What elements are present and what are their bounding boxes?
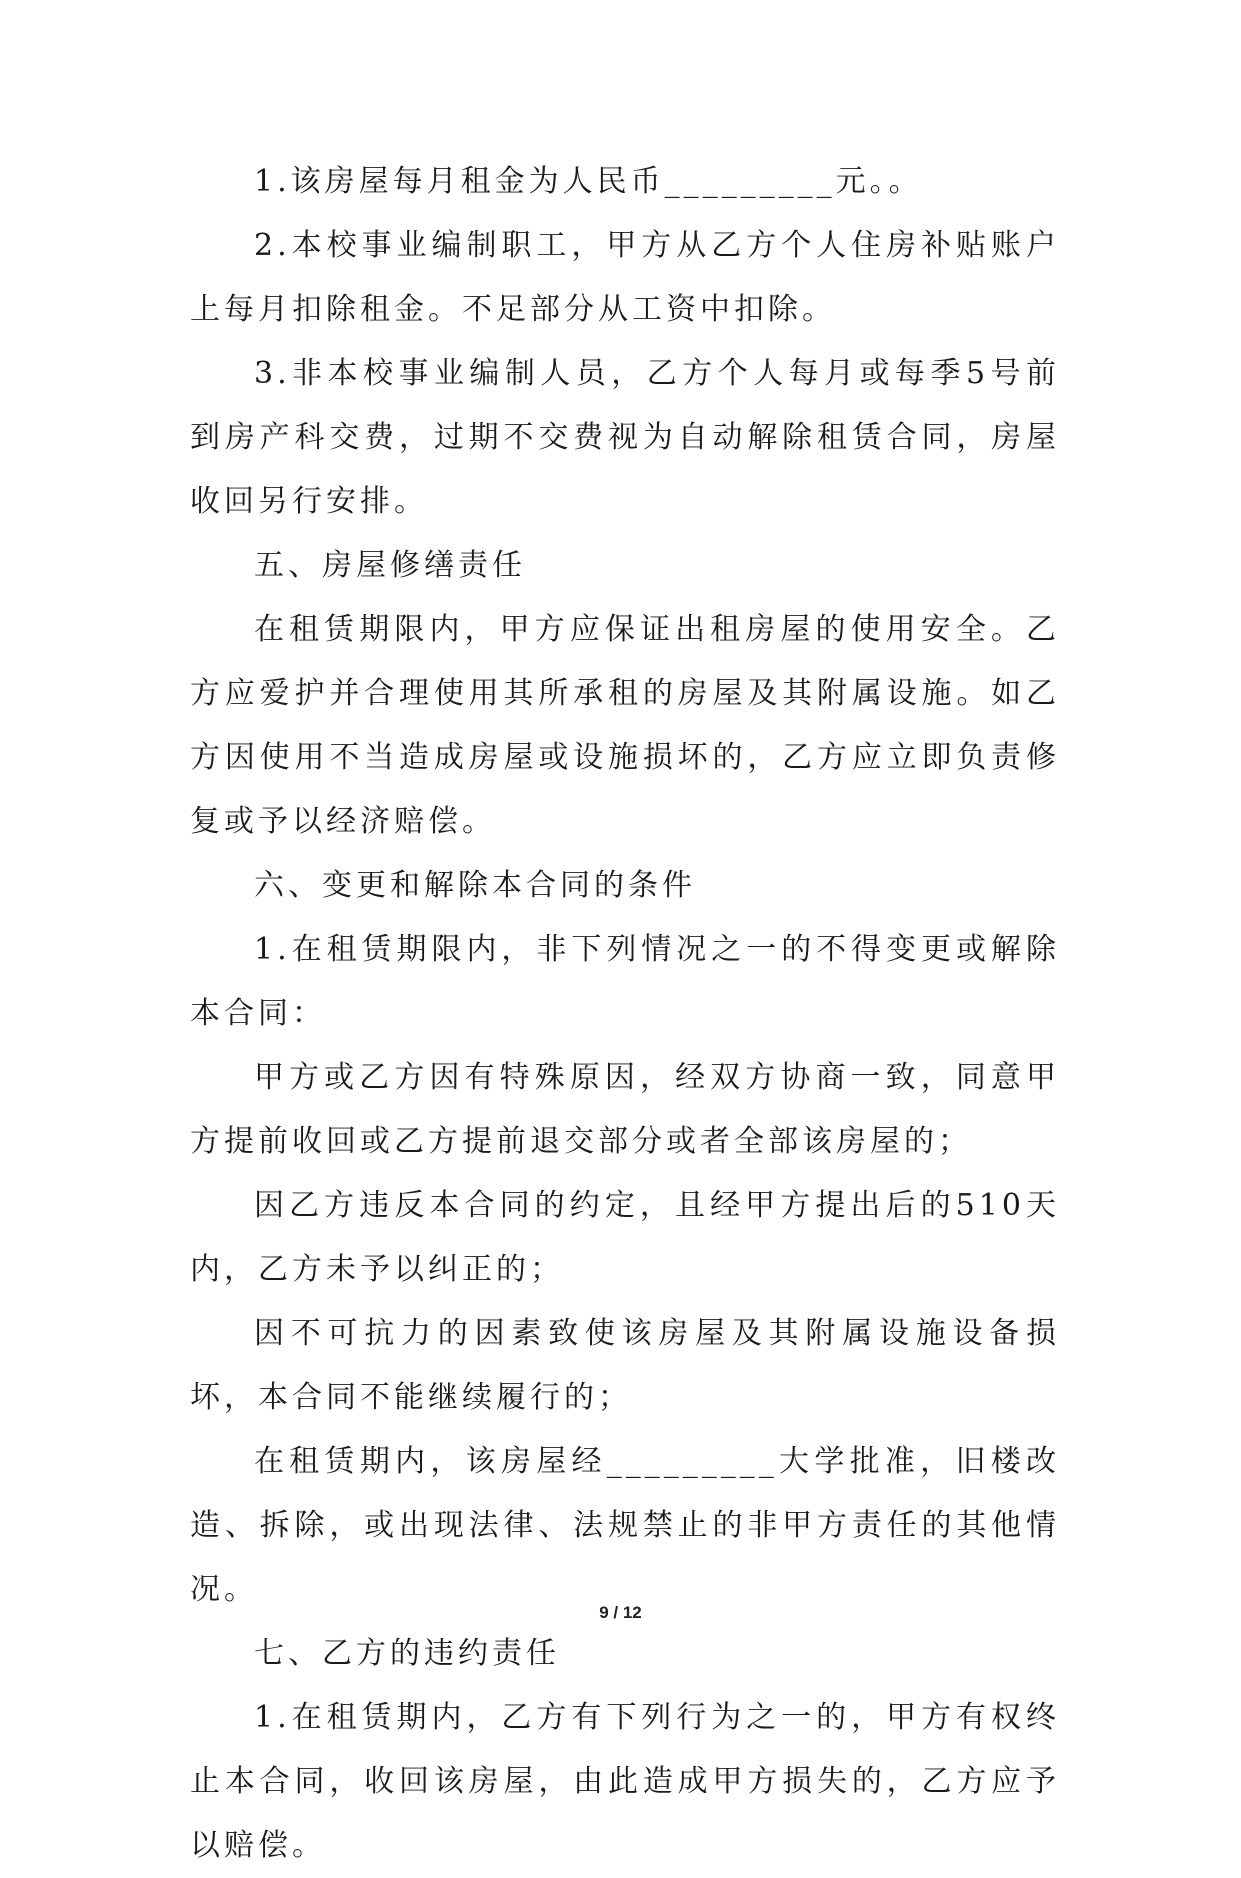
section-seven-heading: 七、乙方的违约责任: [254, 1636, 560, 1671]
condition-renovation-paragraph: 在租赁期内，该房屋经_________大学批准，旧楼改造、拆除，或出现法律、法规禁止的非甲方责任的其他情况。: [190, 1444, 1060, 1607]
page-number: 9 / 12: [599, 1603, 642, 1622]
condition-force-majeure-paragraph: 因不可抗力的因素致使该房屋及其附属设施设备损坏，本合同不能继续履行的；: [190, 1316, 1060, 1415]
tenant-breach-paragraph: 1.在租赁期内，乙方有下列行为之一的，甲方有权终止本合同，收回该房屋，由此造成甲方损失的，乙方应予以赔偿。: [190, 1700, 1060, 1863]
rent-amount-paragraph: 1.该房屋每月租金为人民币_________元。。: [254, 164, 923, 199]
non-staff-payment-paragraph: 3.非本校事业编制人员，乙方个人每月或每季5号前到房产科交费，过期不交费视为自动解除租赁合同，房屋收回另行安排。: [190, 356, 1060, 519]
condition-breach-paragraph: 因乙方违反本合同的约定，且经甲方提出后的510天内，乙方未予以纠正的；: [190, 1188, 1060, 1287]
condition-mutual-agreement-paragraph: 甲方或乙方因有特殊原因，经双方协商一致，同意甲方提前收回或乙方提前退交部分或者全部该房屋的；: [190, 1060, 1060, 1159]
section-five-heading: 五、房屋修缮责任: [254, 548, 526, 583]
repair-responsibility-paragraph: 在租赁期限内，甲方应保证出租房屋的使用安全。乙方应爱护并合理使用其所承租的房屋及其附属设施。如乙方因使用不当造成房屋或设施损坏的，乙方应立即负责修复或予以经济赔偿。: [190, 612, 1060, 839]
termination-conditions-paragraph: 1.在租赁期限内，非下列情况之一的不得变更或解除本合同：: [190, 932, 1060, 1031]
staff-deduction-paragraph: 2.本校事业编制职工，甲方从乙方个人住房补贴账户上每月扣除租金。不足部分从工资中扣除。: [190, 228, 1060, 327]
section-six-heading: 六、变更和解除本合同的条件: [254, 868, 696, 903]
